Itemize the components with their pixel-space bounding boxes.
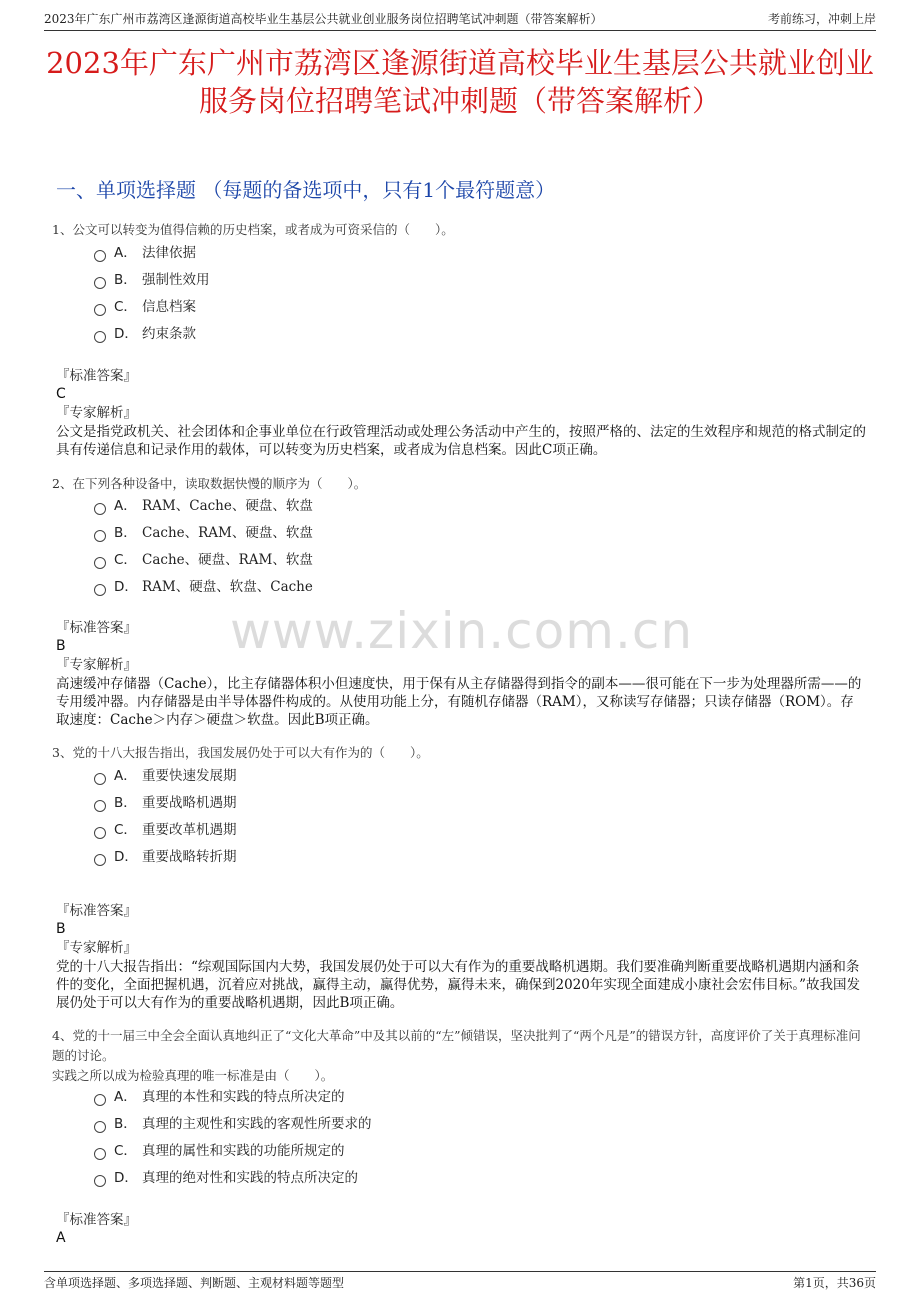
- option-letter: D．: [114, 579, 138, 595]
- question-4-answer: A: [56, 1230, 66, 1246]
- option-text: Cache、RAM、硬盘、软盘: [142, 525, 313, 541]
- watermark: www.zixin.com.cn: [230, 602, 694, 660]
- option-text: RAM、Cache、硬盘、软盘: [142, 498, 313, 514]
- option-text: 真理的主观性和实践的客观性所要求的: [142, 1116, 372, 1132]
- option-letter: B．: [114, 795, 137, 811]
- question-4-option-a[interactable]: [94, 1087, 345, 1107]
- option-text: RAM、硬盘、软盘、Cache: [142, 579, 313, 595]
- question-3-stem: 3、党的十八大报告指出，我国发展仍处于可以大有作为的（ ）。: [52, 745, 429, 760]
- question-1-option-c[interactable]: [94, 297, 196, 317]
- option-text: 信息档案: [142, 299, 196, 315]
- option-letter: D．: [114, 849, 138, 865]
- question-4-stem-continued: 实践之所以成为检验真理的唯一标准是由（ ）。: [52, 1068, 334, 1083]
- question-4-option-c[interactable]: [94, 1141, 345, 1161]
- option-letter: C．: [114, 552, 137, 568]
- analysis-label: 『专家解析』: [56, 657, 137, 673]
- question-1-analysis: 公文是指党政机关、社会团体和企事业单位在行政管理活动或处理公务活动中产生的，按照严格的、法定的生效程序和规范的格式制定的具有传递信息和记录作用的载体，可以转变为历史档案，或者成为信息档案。因此C项正确。: [56, 424, 866, 458]
- radio-icon[interactable]: [94, 1121, 106, 1133]
- option-text: 重要快速发展期: [142, 768, 237, 784]
- answer-label: 『标准答案』: [56, 620, 137, 636]
- option-text: 真理的属性和实践的功能所规定的: [142, 1143, 345, 1159]
- option-letter: B．: [114, 525, 137, 541]
- question-2-option-d[interactable]: [94, 577, 313, 597]
- question-2-answer: B: [56, 638, 66, 654]
- header-slogan: 考前练习，冲刺上岸: [767, 12, 876, 26]
- option-letter: A．: [114, 498, 137, 514]
- option-letter: A．: [114, 245, 137, 261]
- section-heading: 一、单项选择题 （每题的备选项中，只有1个最符题意）: [56, 178, 556, 202]
- option-letter: B．: [114, 1116, 137, 1132]
- radio-icon[interactable]: [94, 277, 106, 289]
- question-1-option-a[interactable]: [94, 243, 196, 263]
- option-letter: C．: [114, 1143, 137, 1159]
- question-2-analysis: 高速缓冲存储器（Cache），比主存储器体积小但速度快，用于保有从主存储器得到指令的副本——很可能在下一步为处理器所需——的专用缓冲器。内存储器是由半导体器件构成的。从使用功能上分，有随机存储器（RAM），又称读写存储器；只读存储器（ROM）。存取速度：Cache＞内存＞硬盘＞软盘。因此B项正确。: [56, 676, 862, 728]
- radio-icon[interactable]: [94, 1175, 106, 1187]
- option-letter: D．: [114, 1170, 138, 1186]
- footer-question-types: 含单项选择题、多项选择题、判断题、主观材料题等题型: [44, 1276, 345, 1290]
- page-footer: [44, 1271, 876, 1292]
- question-2-option-b[interactable]: [94, 523, 313, 543]
- analysis-label: 『专家解析』: [56, 405, 137, 421]
- answer-label: 『标准答案』: [56, 1212, 137, 1228]
- radio-icon[interactable]: [94, 827, 106, 839]
- analysis-label: 『专家解析』: [56, 940, 137, 956]
- radio-icon[interactable]: [94, 800, 106, 812]
- option-text: 重要改革机遇期: [142, 822, 237, 838]
- radio-icon[interactable]: [94, 1094, 106, 1106]
- question-3-option-c[interactable]: [94, 820, 237, 840]
- question-4-option-b[interactable]: [94, 1114, 372, 1134]
- option-letter: A．: [114, 768, 137, 784]
- question-4-stem: 4、党的十一届三中全会全面认真地纠正了“文化大革命”中及其以前的“左”倾错误，坚决批判了“两个凡是”的错误方针，高度评价了关于真理标准问题的讨论。: [52, 1028, 861, 1063]
- option-letter: C．: [114, 822, 137, 838]
- question-2-option-c[interactable]: [94, 550, 313, 570]
- question-3-option-b[interactable]: [94, 793, 237, 813]
- option-letter: B．: [114, 272, 137, 288]
- answer-label: 『标准答案』: [56, 903, 137, 919]
- radio-icon[interactable]: [94, 1148, 106, 1160]
- question-3-analysis: 党的十八大报告指出：“综观国际国内大势，我国发展仍处于可以大有作为的重要战略机遇期。我们要准确判断重要战略机遇期内涵和条件的变化，全面把握机遇，沉着应对挑战，赢得主动，赢得优势，赢得未来，确保到2020年实现全面建成小康社会宏伟目标。”故我国发展仍处于可以大有作为的重要战略机遇期，因此B项正确。: [56, 959, 861, 1011]
- radio-icon[interactable]: [94, 331, 106, 343]
- option-letter: D．: [114, 326, 138, 342]
- option-text: 重要战略转折期: [142, 849, 237, 865]
- question-1-option-d[interactable]: [94, 324, 196, 344]
- option-text: 约束条款: [142, 326, 196, 342]
- radio-icon[interactable]: [94, 773, 106, 785]
- option-text: 真理的绝对性和实践的特点所决定的: [142, 1170, 358, 1186]
- question-1-option-b[interactable]: [94, 270, 210, 290]
- radio-icon[interactable]: [94, 250, 106, 262]
- document-title: 2023年广东广州市荔湾区逢源街道高校毕业生基层公共就业创业服务岗位招聘笔试冲刺题（带答案解析）: [46, 46, 874, 118]
- header-doc-title: 2023年广东广州市荔湾区逢源街道高校毕业生基层公共就业创业服务岗位招聘笔试冲刺题（带答案解析）: [44, 12, 603, 26]
- question-2-stem: 2、在下列各种设备中，读取数据快慢的顺序为（ ）。: [52, 476, 367, 491]
- radio-icon[interactable]: [94, 530, 106, 542]
- page-header: [44, 10, 876, 31]
- radio-icon[interactable]: [94, 503, 106, 515]
- question-1-answer: C: [56, 386, 66, 402]
- question-3-answer: B: [56, 921, 66, 937]
- option-letter: A．: [114, 1089, 137, 1105]
- question-1-stem: 1、公文可以转变为值得信赖的历史档案，或者成为可资采信的（ ）。: [52, 222, 454, 237]
- radio-icon[interactable]: [94, 304, 106, 316]
- question-3-option-d[interactable]: [94, 847, 237, 867]
- option-text: 法律依据: [142, 245, 196, 261]
- radio-icon[interactable]: [94, 584, 106, 596]
- question-3-option-a[interactable]: [94, 766, 237, 786]
- footer-page-number: 第1页，共36页: [793, 1276, 876, 1290]
- option-text: 重要战略机遇期: [142, 795, 237, 811]
- option-text: Cache、硬盘、RAM、软盘: [142, 552, 313, 568]
- option-text: 强制性效用: [142, 272, 210, 288]
- radio-icon[interactable]: [94, 557, 106, 569]
- radio-icon[interactable]: [94, 854, 106, 866]
- answer-label: 『标准答案』: [56, 368, 137, 384]
- question-4-option-d[interactable]: [94, 1168, 358, 1188]
- option-letter: C．: [114, 299, 137, 315]
- question-2-option-a[interactable]: [94, 496, 313, 516]
- option-text: 真理的本性和实践的特点所决定的: [142, 1089, 345, 1105]
